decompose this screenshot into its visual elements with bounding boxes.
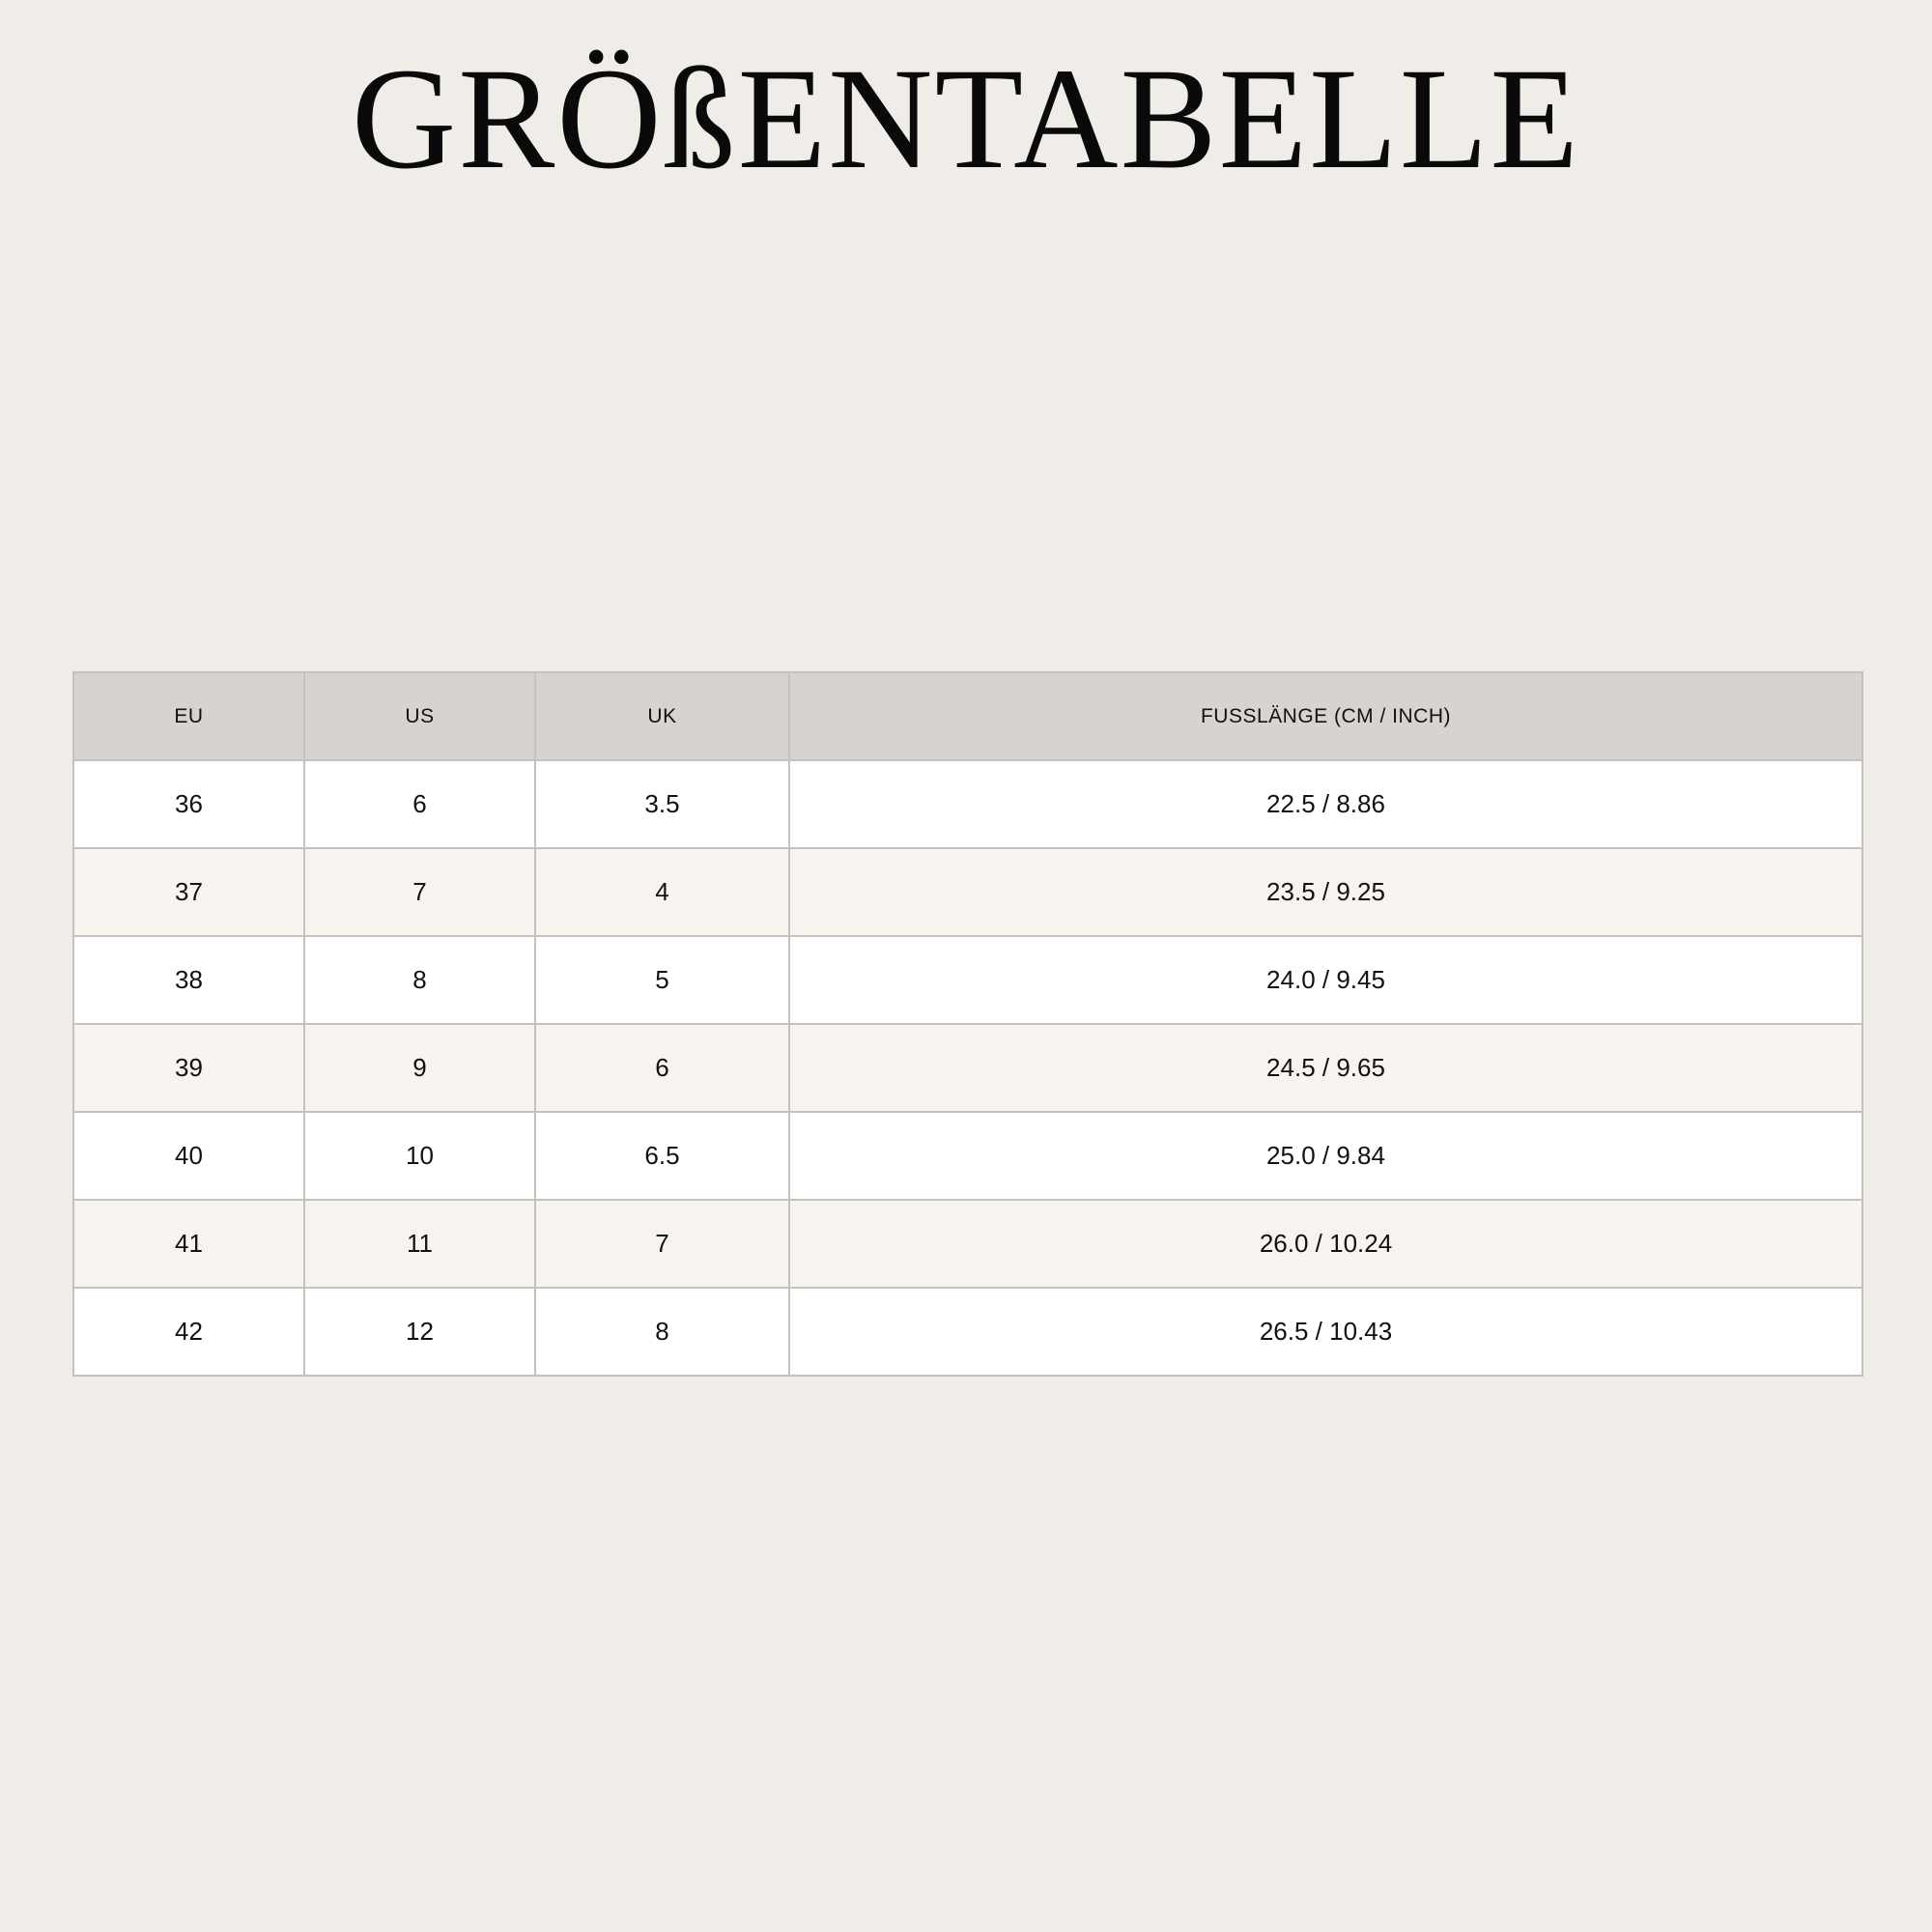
cell-foot-length: 25.0 / 9.84 — [789, 1112, 1862, 1200]
table-row — [73, 848, 1862, 936]
size-chart-table — [72, 671, 1863, 1377]
cell-eu: 38 — [73, 936, 304, 1024]
table-row — [73, 1024, 1862, 1112]
cell-foot-length: 24.0 / 9.45 — [789, 936, 1862, 1024]
cell-us: 9 — [304, 1024, 535, 1112]
cell-us: 8 — [304, 936, 535, 1024]
cell-uk: 5 — [535, 936, 789, 1024]
header-eu: EU — [73, 672, 304, 760]
cell-eu: 42 — [73, 1288, 304, 1376]
table-body — [73, 760, 1862, 1376]
cell-foot-length: 23.5 / 9.25 — [789, 848, 1862, 936]
cell-us: 12 — [304, 1288, 535, 1376]
cell-us: 6 — [304, 760, 535, 848]
cell-us: 10 — [304, 1112, 535, 1200]
cell-us: 11 — [304, 1200, 535, 1288]
cell-uk: 4 — [535, 848, 789, 936]
cell-uk: 7 — [535, 1200, 789, 1288]
cell-foot-length: 26.0 / 10.24 — [789, 1200, 1862, 1288]
cell-foot-length: 26.5 / 10.43 — [789, 1288, 1862, 1376]
header-foot-length: FUSSLÄNGE (CM / INCH) — [789, 672, 1862, 760]
cell-uk: 6 — [535, 1024, 789, 1112]
table-row — [73, 936, 1862, 1024]
cell-foot-length: 22.5 / 8.86 — [789, 760, 1862, 848]
table-row — [73, 760, 1862, 848]
cell-eu: 37 — [73, 848, 304, 936]
table-row — [73, 1288, 1862, 1376]
cell-eu: 36 — [73, 760, 304, 848]
cell-eu: 39 — [73, 1024, 304, 1112]
table-header — [73, 672, 1862, 760]
cell-foot-length: 24.5 / 9.65 — [789, 1024, 1862, 1112]
cell-uk: 3.5 — [535, 760, 789, 848]
table-header-row — [73, 672, 1862, 760]
header-uk: UK — [535, 672, 789, 760]
cell-eu: 41 — [73, 1200, 304, 1288]
table-row — [73, 1200, 1862, 1288]
page-title: GRÖßENTABELLE — [351, 39, 1581, 199]
cell-us: 7 — [304, 848, 535, 936]
cell-eu: 40 — [73, 1112, 304, 1200]
table-row — [73, 1112, 1862, 1200]
cell-uk: 6.5 — [535, 1112, 789, 1200]
header-us: US — [304, 672, 535, 760]
cell-uk: 8 — [535, 1288, 789, 1376]
